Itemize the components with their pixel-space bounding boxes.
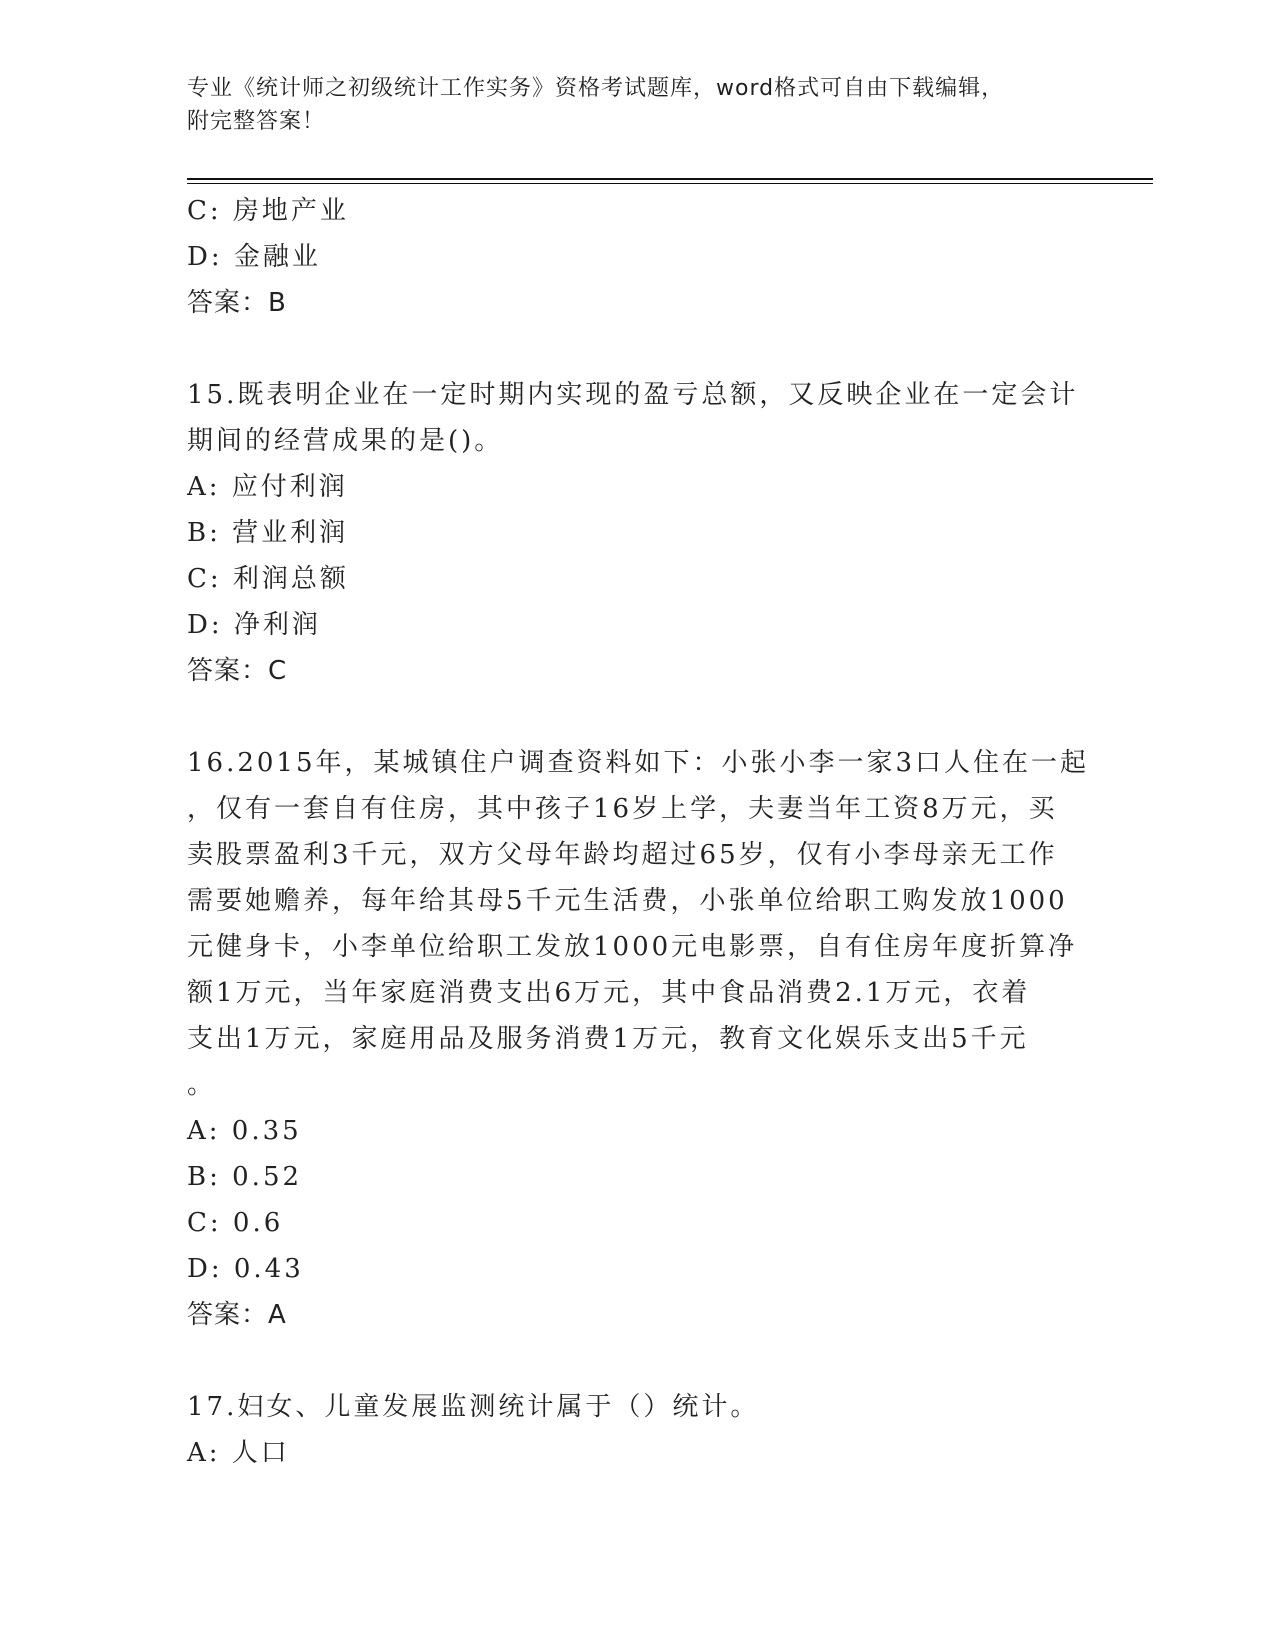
document-header [187,72,1067,138]
spacer [187,1338,1087,1384]
header-title-line-2: 附完整答案！ [187,109,326,134]
answer-line: 答案：A [187,1300,287,1330]
option-d: D: 0.43 [187,1254,304,1284]
question-text-line: 。 [187,1070,217,1100]
question-text-line: 16.2015年，某城镇住户调查资料如下：小张小李一家3口人住在一起 [187,748,1090,778]
header-title-line-1: 专业《统计师之初级统计工作实务》资格考试题库，word格式可自由下载编辑， [187,76,1005,101]
option-d: D: 净利润 [187,610,321,640]
option-c: C: 利润总额 [187,564,349,594]
option-b: B: 0.52 [187,1162,303,1192]
question-16 [187,740,1090,1338]
question-text-line: 卖股票盈利3千元，双方父母年龄均超过65岁，仅有小李母亲无工作 [187,840,1058,870]
option-a: A: 人口 [187,1438,290,1468]
answer-line: 答案：B [187,288,287,318]
question-text-line: ，仅有一套自有住房，其中孩子16岁上学，夫妻当年工资8万元，买 [187,794,1058,824]
question-text-line: 元健身卡，小李单位给职工发放1000元电影票，自有住房年度折算净 [187,932,1078,962]
question-text-line: 期间的经营成果的是()。 [187,426,504,456]
question-text-line: 额1万元，当年家庭消费支出6万元，其中食品消费2.1万元，衣着 [187,978,1031,1008]
question-text-line: 15.既表明企业在一定时期内实现的盈亏总额，又反映企业在一定会计 [187,380,1079,410]
spacer [187,694,1087,740]
option-c: C: 0.6 [187,1208,284,1238]
option-d: D: 金融业 [187,242,321,272]
question-17 [187,1384,1087,1476]
header-divider-thin [187,183,1153,184]
question-15 [187,372,1087,694]
question-text-line: 支出1万元，家庭用品及服务消费1万元，教育文化娱乐支出5千元 [187,1024,1029,1054]
spacer [187,326,1087,372]
answer-line: 答案：C [187,656,288,686]
option-b: B: 营业利润 [187,518,349,548]
question-text-line: 需要她赡养，每年给其母5千元生活费，小张单位给职工购发放1000 [187,886,1068,916]
question-content [187,188,1090,1476]
question-text-line: 17.妇女、儿童发展监测统计属于（）统计。 [187,1392,760,1422]
option-a: A: 0.35 [187,1116,302,1146]
option-c: C: 房地产业 [187,196,349,226]
question-14-tail [187,188,1087,326]
option-a: A: 应付利润 [187,472,348,502]
header-divider-thick [187,178,1153,180]
